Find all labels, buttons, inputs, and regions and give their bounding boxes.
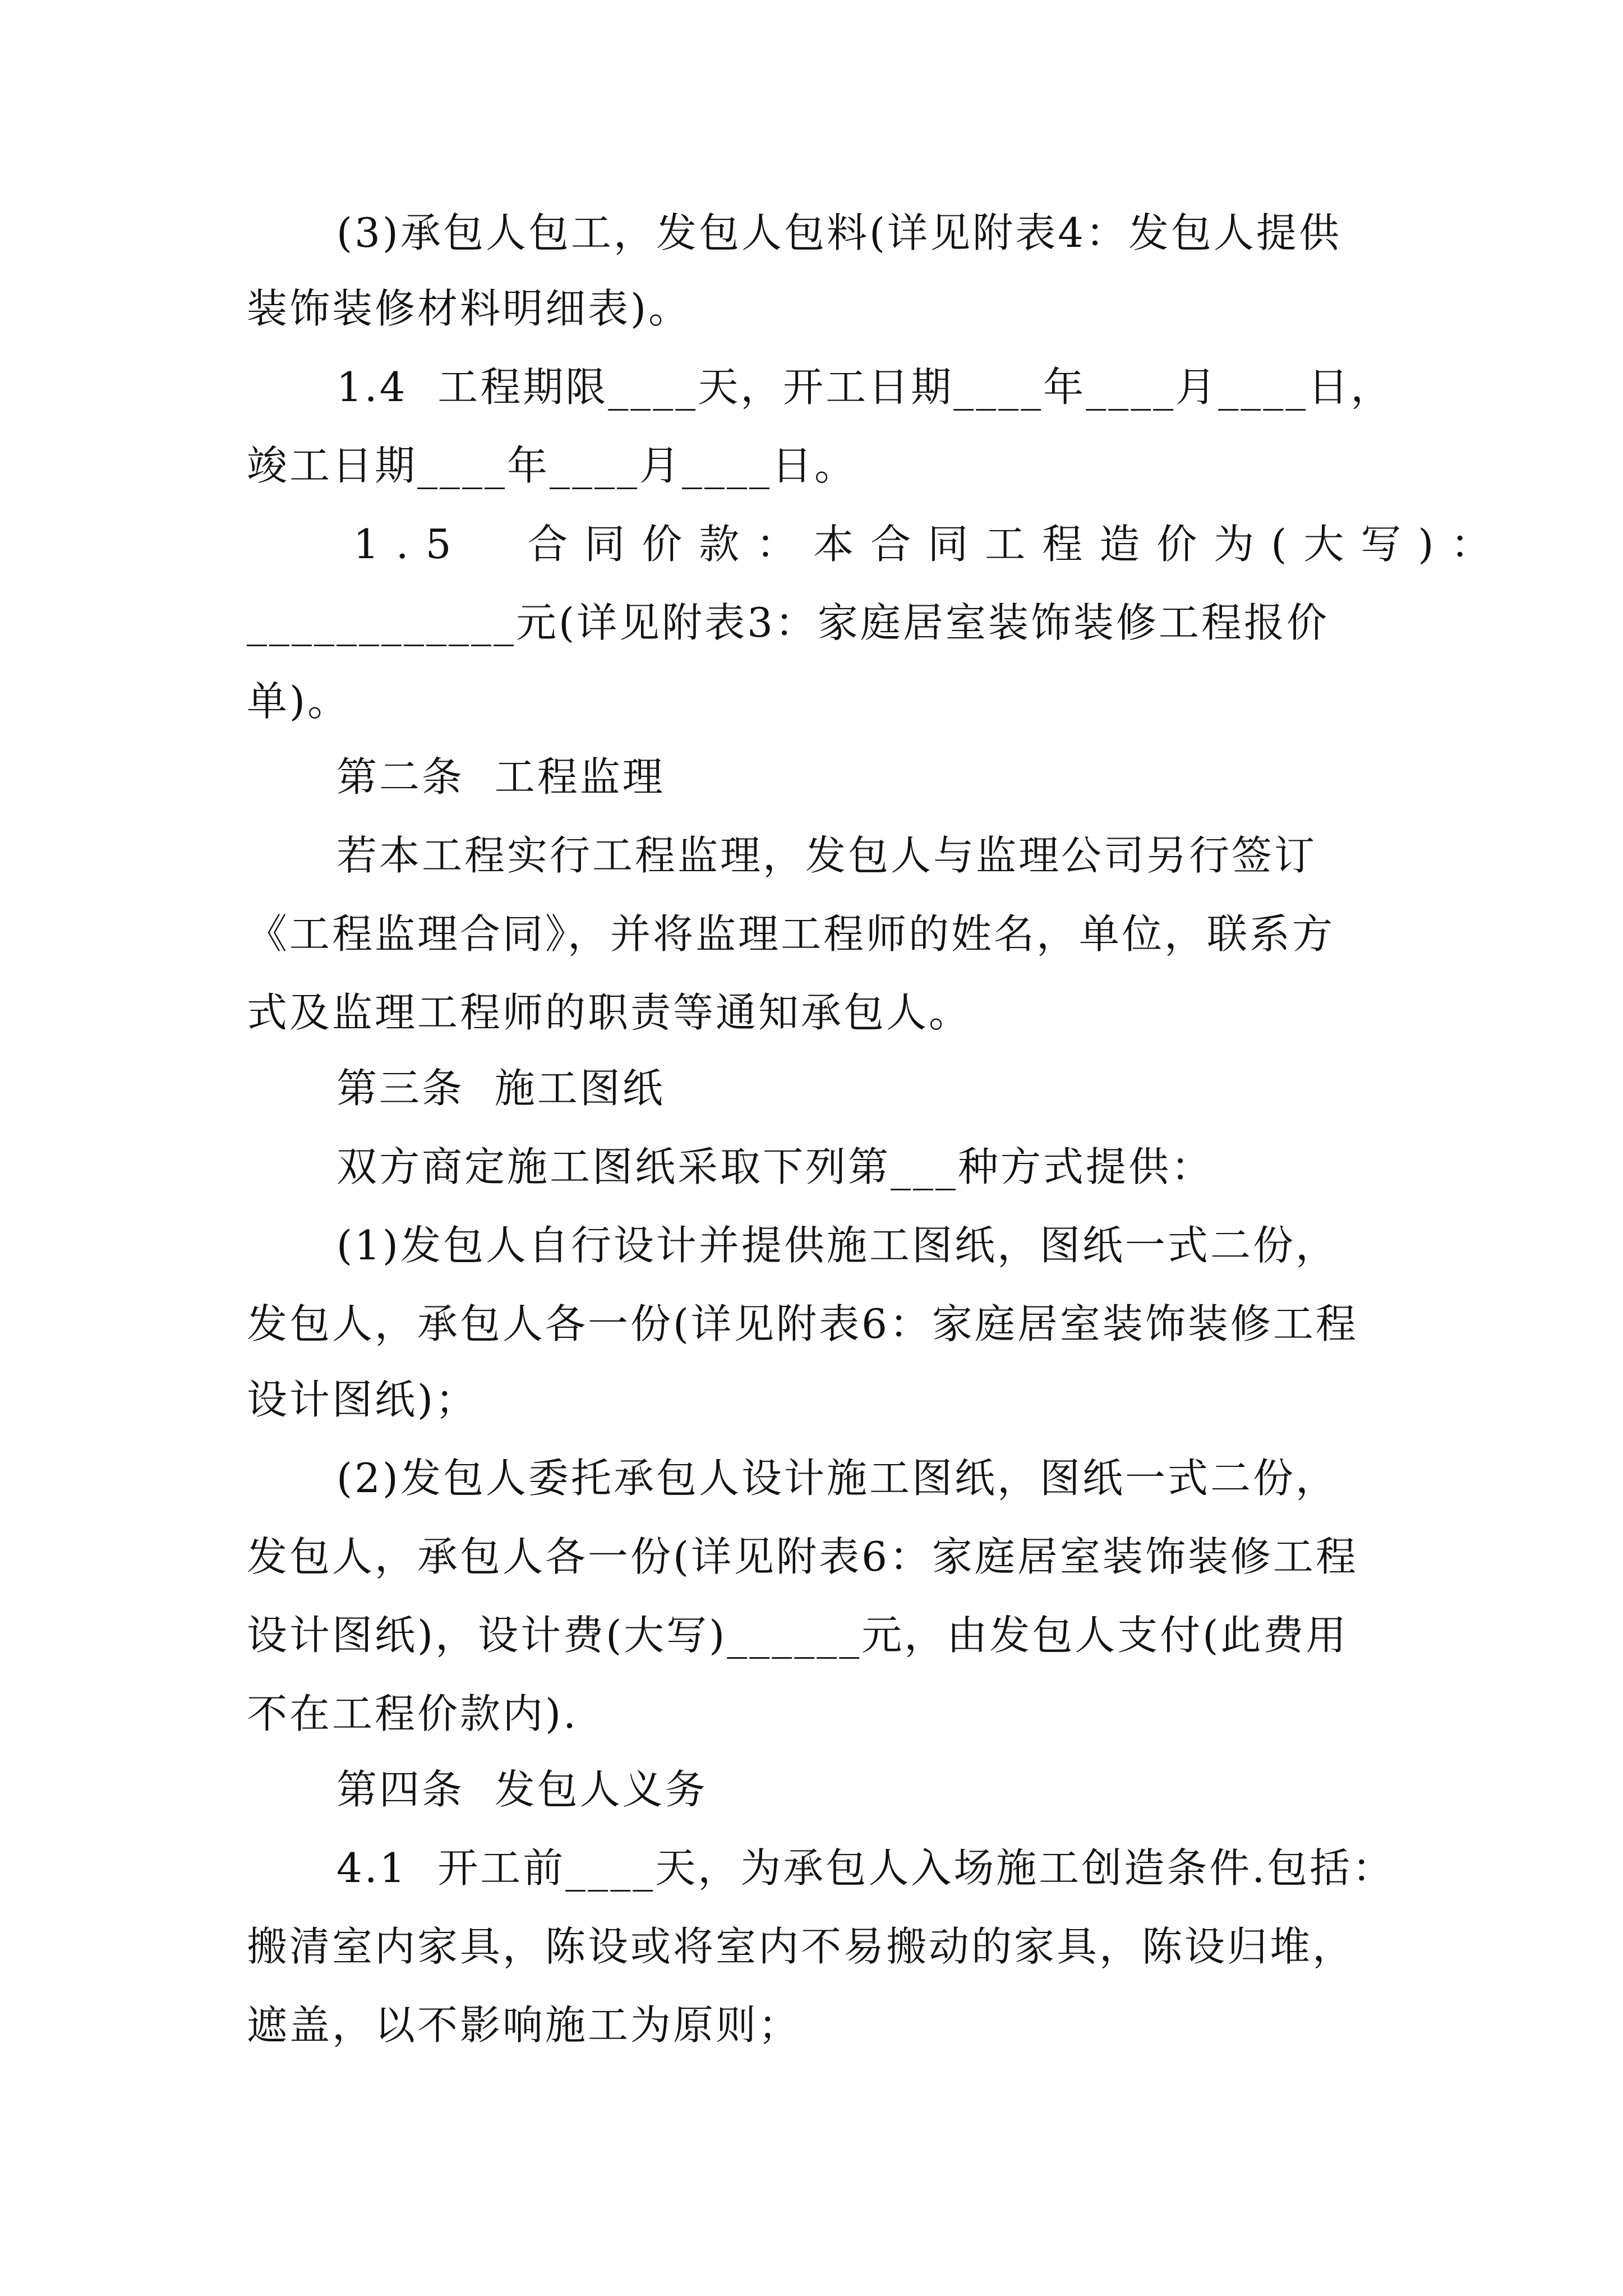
text-line: 发包人，承包人各一份(详见附表6：家庭居室装饰装修工程	[247, 1300, 1358, 1347]
text-line: 单)。	[247, 678, 351, 725]
text-line: 遮盖，以不影响施工为原则；	[247, 2001, 801, 2049]
text-line: 1.4 工程期限____天，开工日期____年____月____日，	[336, 364, 1394, 411]
text-line: 设计图纸)；	[247, 1376, 478, 1423]
text-line: ____________元(详见附表3：家庭居室装饰装修工程报价	[247, 599, 1329, 646]
text-line: 搬清室内家具，陈设或将室内不易搬动的家具，陈设归堆，	[247, 1923, 1355, 1970]
section-heading: 第四条 发包人义务	[336, 1766, 708, 1813]
text-line: 双方商定施工图纸采取下列第___种方式提供：	[336, 1143, 1214, 1190]
text-line: 装饰装修材料明细表)。	[247, 285, 691, 332]
text-line: 式及监理工程师的职责等通知承包人。	[247, 989, 972, 1036]
text-line: 若本工程实行工程监理，发包人与监理公司另行签订	[336, 832, 1317, 879]
text-line: (3)承包人包工，发包人包料(详见附表4：发包人提供	[336, 209, 1341, 256]
text-line: 竣工日期____年____月____日。	[247, 442, 857, 489]
text-line: 设计图纸)，设计费(大写)______元，由发包人支付(此费用	[247, 1612, 1349, 1659]
text-line: 不在工程价款内).	[247, 1690, 578, 1737]
section-heading: 第三条 施工图纸	[336, 1065, 665, 1112]
text-line: 4.1 开工前____天，为承包人入场施工创造条件.包括：	[336, 1844, 1395, 1892]
text-line: 1.5 合同价款：本合同工程造价为(大写)：	[353, 521, 1508, 568]
text-line: (2)发包人委托承包人设计施工图纸，图纸一式二份，	[336, 1455, 1338, 1502]
text-line: (1)发包人自行设计并提供施工图纸，图纸一式二份，	[336, 1222, 1338, 1269]
section-heading: 第二条 工程监理	[336, 753, 665, 800]
text-line: 发包人，承包人各一份(详见附表6：家庭居室装饰装修工程	[247, 1533, 1358, 1580]
text-line: 《工程监理合同》，并将监理工程师的姓名，单位，联系方	[247, 910, 1335, 958]
